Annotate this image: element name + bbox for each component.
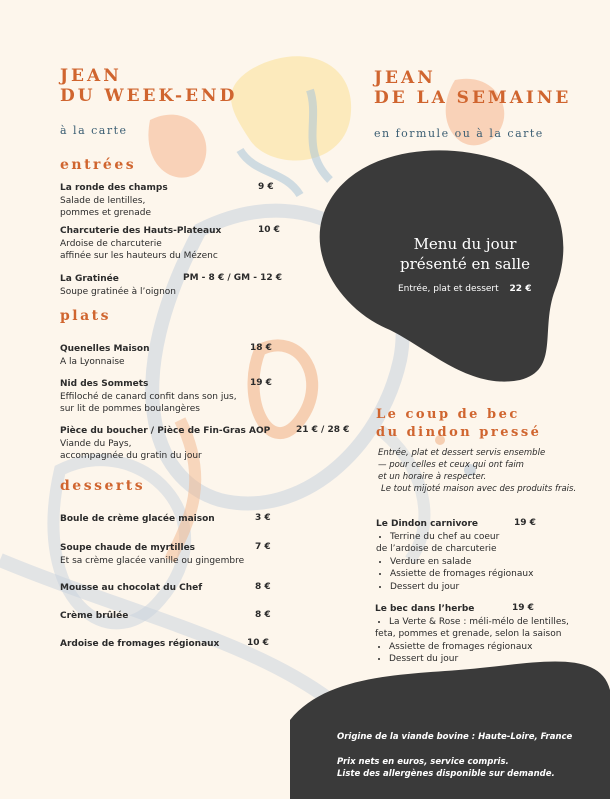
formula-line: • Dessert du jour [389, 653, 590, 666]
plats-heading: plats [60, 308, 112, 324]
formula-line: de l’ardoise de charcuterie [376, 544, 497, 554]
intro-line: Entrée, plat et dessert servis ensemble [378, 448, 546, 458]
weekend-title [60, 66, 237, 106]
item-price: 3 € [255, 513, 271, 523]
item-desc: A la Lyonnaise [60, 356, 125, 367]
semaine-title-line1: JEAN [374, 68, 436, 88]
item-price: 19 € [250, 378, 272, 388]
semaine-subtitle: en formule ou à la carte [374, 127, 544, 140]
formula-line: • Verdure en salade [390, 556, 586, 569]
intro-line: et un horaire à respecter. [378, 472, 487, 482]
formula-line: feta, pommes et grenade, selon la saison [375, 629, 562, 639]
coup-de-bec-heading-line2: du dindon pressé [376, 425, 542, 440]
menu-du-jour-line2: présenté en salle [400, 255, 530, 273]
coup-de-bec-heading-line1: Le coup de bec [376, 407, 520, 422]
footer-prices-note: Prix nets en euros, service compris. [337, 756, 509, 767]
formula-name: Le Dindon carnivore [376, 519, 479, 529]
semaine-title-line2: DE LA SEMAINE [374, 88, 572, 108]
formula-line: • Assiette de fromages régionaux [389, 641, 590, 654]
item-price: 10 € [258, 225, 280, 235]
weekend-title-line2: DU WEEK-END [60, 86, 238, 106]
intro-line: — pour celles et ceux qui ont faim [378, 460, 524, 470]
item-name: La Gratinée [60, 274, 119, 284]
formula-bec-herbe [375, 603, 590, 666]
list-item [60, 425, 300, 463]
item-name: Crème brûlée [60, 611, 129, 621]
formula-dindon [376, 518, 586, 593]
item-desc: sur lit de pommes boulangères [60, 404, 200, 414]
menu-du-jour-price: 22 € [509, 284, 532, 294]
formula-price: 19 € [514, 518, 536, 528]
desserts-heading: desserts [60, 478, 146, 494]
item-name: Pièce du boucher / Pièce de Fin-Gras AOP [60, 426, 271, 436]
formula-price: 19 € [512, 603, 534, 613]
coup-de-bec-heading [376, 406, 541, 442]
weekend-subtitle: à la carte [60, 124, 128, 137]
list-item [60, 225, 290, 263]
item-price: 7 € [255, 542, 271, 552]
item-price: 8 € [255, 582, 271, 592]
formula-line: • La Verte & Rose : méli-mélo de lentilles, [389, 616, 590, 629]
item-name: Charcuterie des Hauts-Plateaux [60, 226, 222, 236]
menu-du-jour-line1: Menu du jour [413, 235, 517, 253]
footer-notes [337, 731, 572, 781]
list-item [60, 182, 290, 220]
formula-line: • Terrine du chef au coeur [390, 531, 586, 544]
item-desc: Et sa crème glacée vanille ou gingembre [60, 555, 245, 566]
footer-allergens: Liste des allergènes disponible sur demande. [337, 769, 555, 779]
item-name: Quenelles Maison [60, 344, 150, 354]
item-price: 8 € [255, 610, 271, 620]
item-price: 18 € [250, 343, 272, 353]
entrees-heading: entrées [60, 157, 137, 173]
formula-line: • Dessert du jour [390, 581, 586, 594]
weekend-title-line1: JEAN [60, 66, 122, 86]
menu-du-jour-title [370, 234, 560, 274]
item-price: 10 € [247, 638, 269, 648]
item-name: Mousse au chocolat du Chef [60, 583, 203, 593]
item-desc: Viande du Pays, [60, 438, 132, 449]
footer-origin: Origine de la viande bovine : Haute-Loire, France [337, 732, 573, 742]
semaine-title [374, 68, 571, 108]
item-price: PM - 8 € / GM - 12 € [183, 273, 283, 283]
item-name: La ronde des champs [60, 183, 168, 193]
coup-de-bec-intro [378, 447, 576, 495]
formula-line: • Assiette de fromages régionaux [390, 568, 586, 581]
item-desc: Soupe gratinée à l’oignon [60, 286, 177, 297]
item-desc: pommes et grenade [60, 208, 151, 218]
item-desc: Effiloché de canard confit dans son jus, [60, 391, 237, 402]
item-desc: accompagnée du gratin du jour [60, 451, 202, 461]
item-price: 21 € / 28 € [296, 425, 350, 435]
item-desc: Ardoise de charcuterie [60, 238, 162, 249]
item-price: 9 € [258, 182, 274, 192]
menu-du-jour-detail-text: Entrée, plat et dessert [398, 284, 499, 294]
item-name: Soupe chaude de myrtilles [60, 543, 196, 553]
item-desc: Salade de lentilles, [60, 195, 146, 206]
item-desc: affinée sur les hauteurs du Mézenc [60, 251, 218, 261]
item-name: Ardoise de fromages régionaux [60, 639, 220, 649]
formula-name: Le bec dans l’herbe [375, 604, 475, 614]
intro-line: Le tout mijoté maison avec des produits frais. [381, 484, 577, 494]
item-name: Nid des Sommets [60, 379, 149, 389]
item-name: Boule de crème glacée maison [60, 514, 215, 524]
menu-du-jour-detail [398, 284, 531, 294]
